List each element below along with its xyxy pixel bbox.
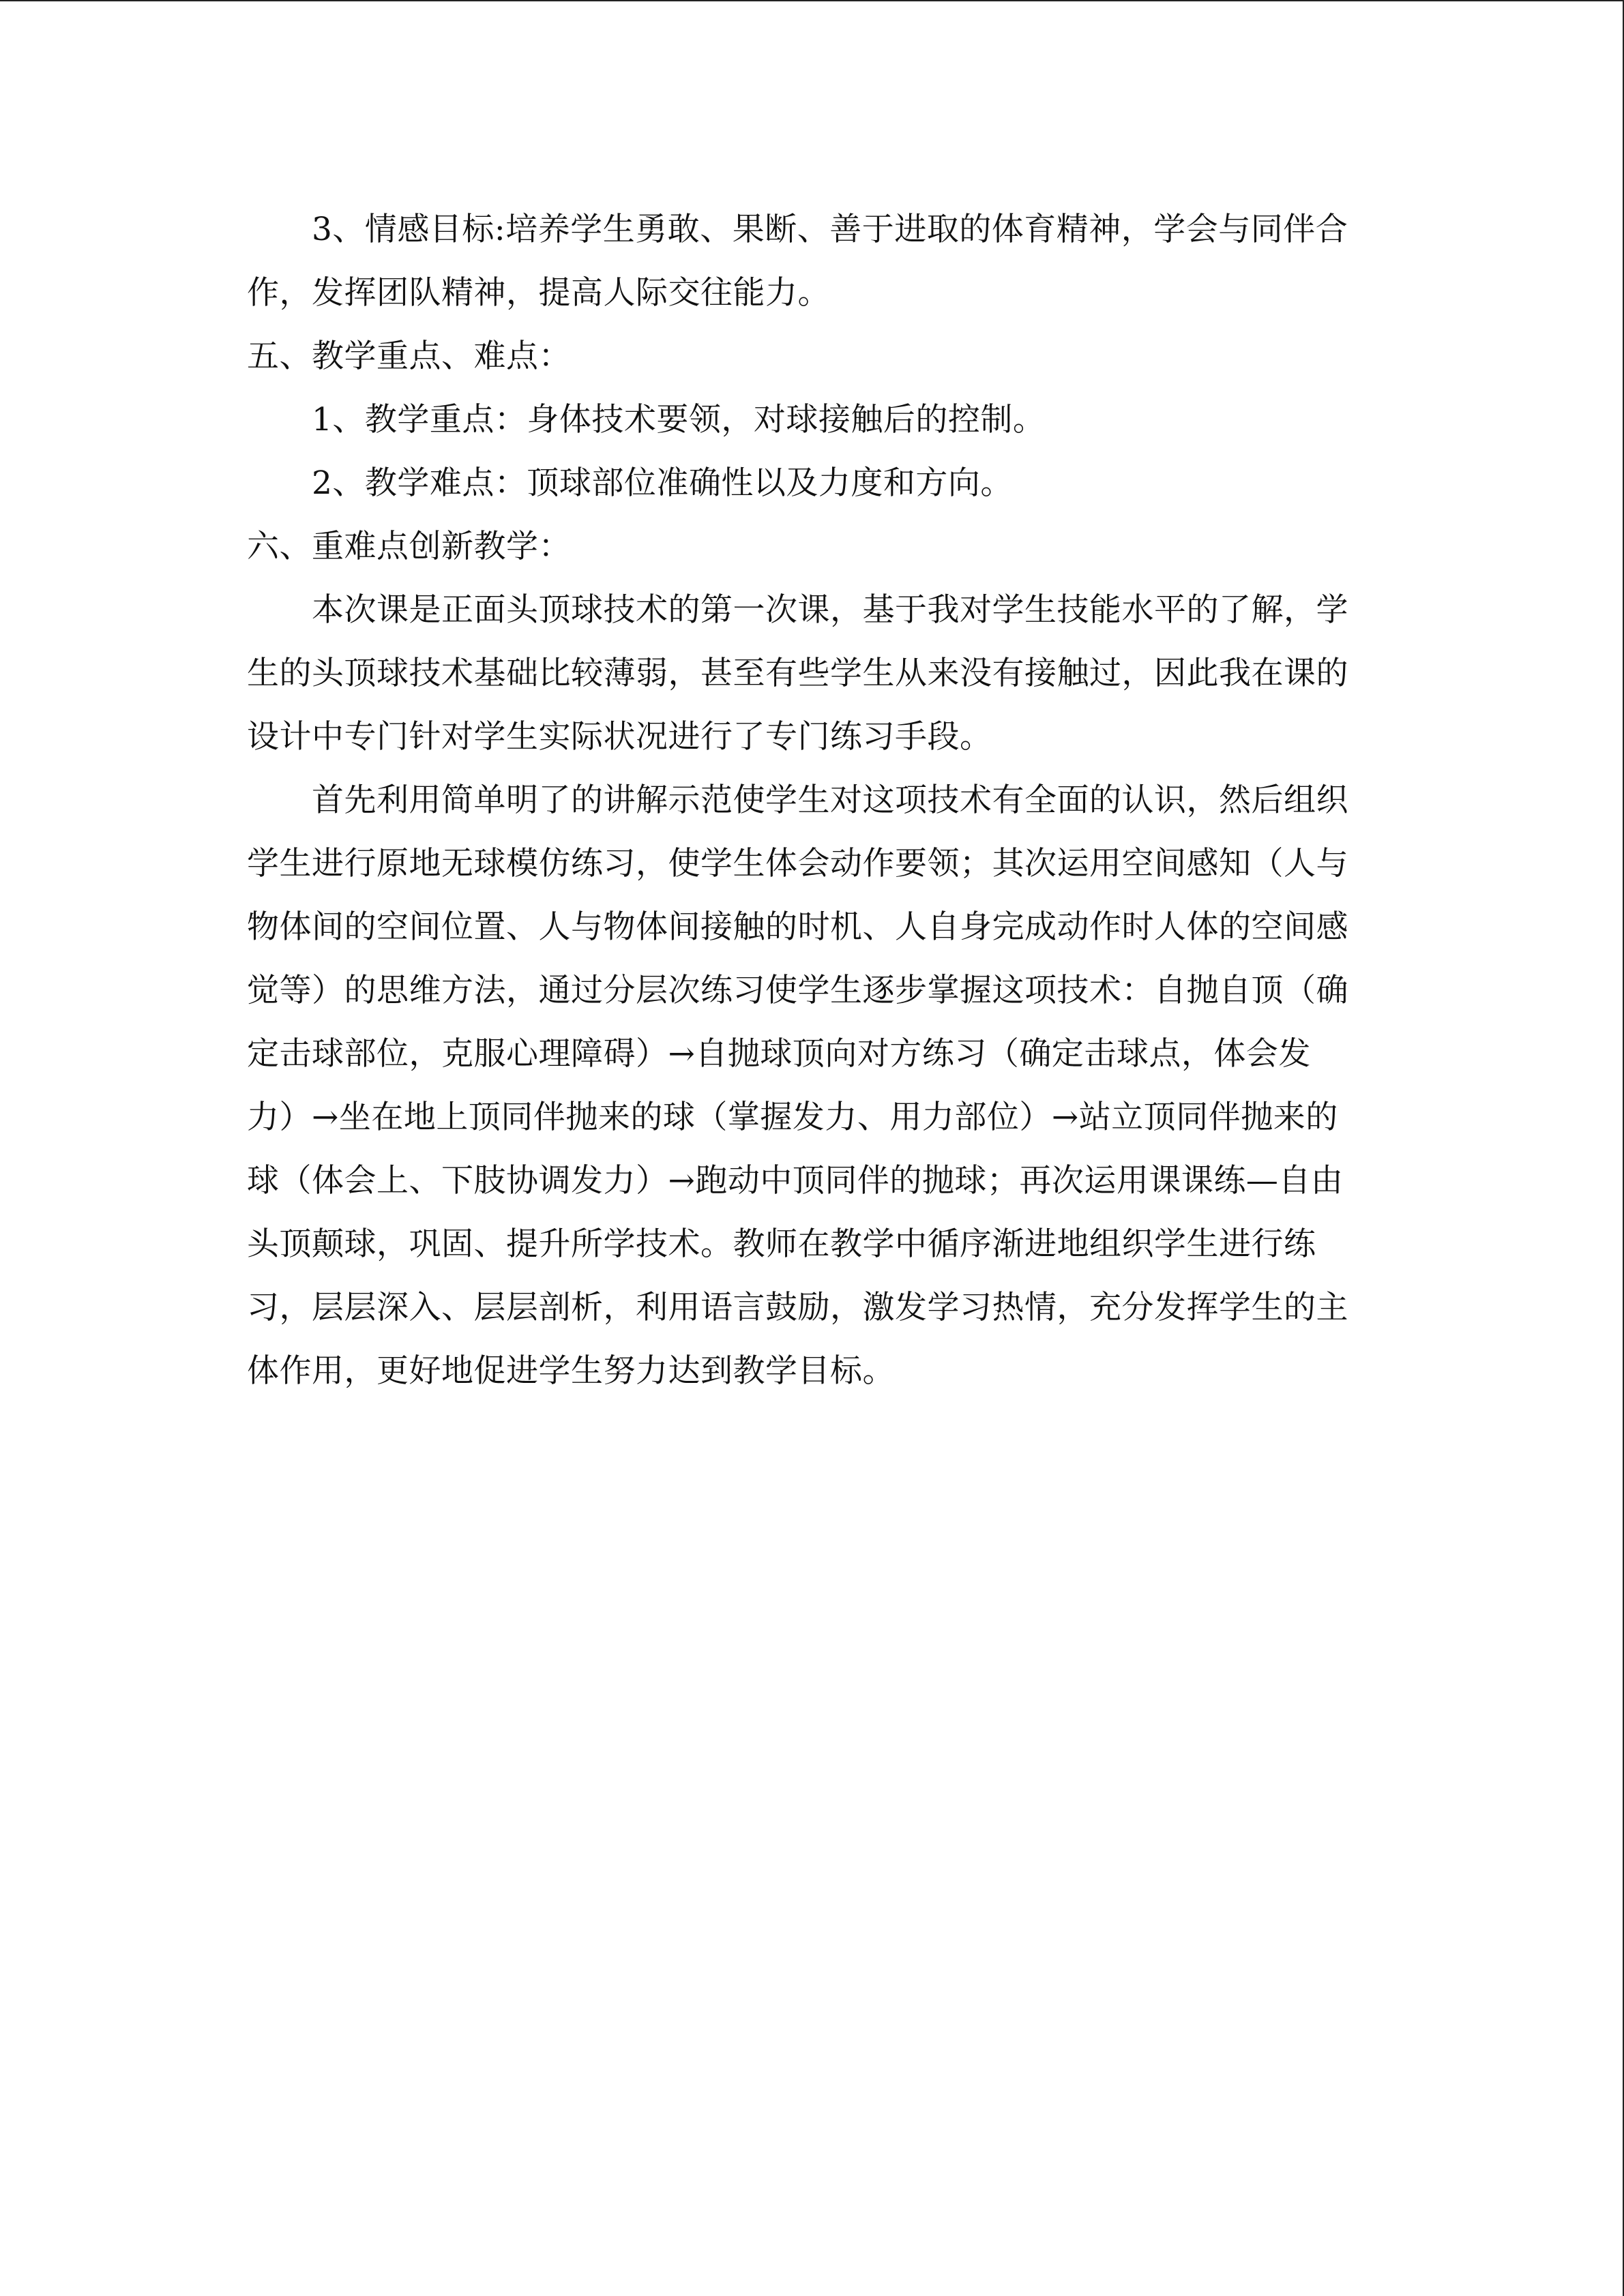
section-heading-key-points: 五、教学重点、难点： — [247, 338, 571, 375]
paragraph-2-line-6: 力）→坐在地上顶同伴抛来的球（掌握发力、用力部位）→站立顶同伴抛来的 — [247, 1099, 1338, 1136]
section-heading-innovation: 六、重难点创新教学： — [247, 528, 571, 565]
paragraph-2-line-2: 学生进行原地无球模仿练习，使学生体会动作要领；其次运用空间感知（人与 — [247, 845, 1348, 882]
document-body — [247, 198, 1360, 1403]
paragraph-2-line-8: 头顶颠球，巩固、提升所学技术。教师在教学中循序渐进地组织学生进行练 — [247, 1225, 1316, 1263]
paragraph-1-line-1: 本次课是正面头顶球技术的第一次课，基于我对学生技能水平的了解，学 — [312, 591, 1348, 629]
paragraph-2-line-4: 觉等）的思维方法，通过分层次练习使学生逐步掌握这项技术：自抛自顶（确 — [247, 972, 1348, 1009]
paragraph-2-line-3: 物体间的空间位置、人与物体间接触的时机、人自身完成动作时人体的空间感 — [247, 908, 1348, 946]
paragraph-1-line-2: 生的头顶球技术基础比较薄弱，甚至有些学生从来没有接触过，因此我在课的 — [247, 655, 1348, 692]
emotional-goal-line-1: 3、情感目标:培养学生勇敢、果断、善于进取的体育精神，学会与同伴合 — [312, 211, 1348, 248]
paragraph-2-line-7: 球（体会上、下肢协调发力）→跑动中顶同伴的抛球；再次运用课课练—自由 — [247, 1162, 1344, 1199]
paragraph-1-line-3: 设计中专门针对学生实际状况进行了专门练习手段。 — [247, 718, 992, 756]
emotional-goal-line-2: 作，发挥团队精神，提高人际交往能力。 — [247, 274, 830, 312]
difficulty-item: 2、教学难点：顶球部位准确性以及力度和方向。 — [312, 464, 1013, 502]
key-point-item: 1、教学重点：身体技术要领，对球接触后的控制。 — [312, 401, 1046, 438]
paragraph-2-line-9: 习，层层深入、层层剖析，利用语言鼓励，激发学习热情，充分发挥学生的主 — [247, 1289, 1348, 1326]
paragraph-2-line-5: 定击球部位，克服心理障碍）→自抛球顶向对方练习（确定击球点，体会发 — [247, 1035, 1311, 1073]
paragraph-2-line-10: 体作用，更好地促进学生努力达到教学目标。 — [247, 1352, 895, 1390]
paragraph-2-line-1: 首先利用简单明了的讲解示范使学生对这项技术有全面的认识，然后组织 — [312, 781, 1348, 819]
